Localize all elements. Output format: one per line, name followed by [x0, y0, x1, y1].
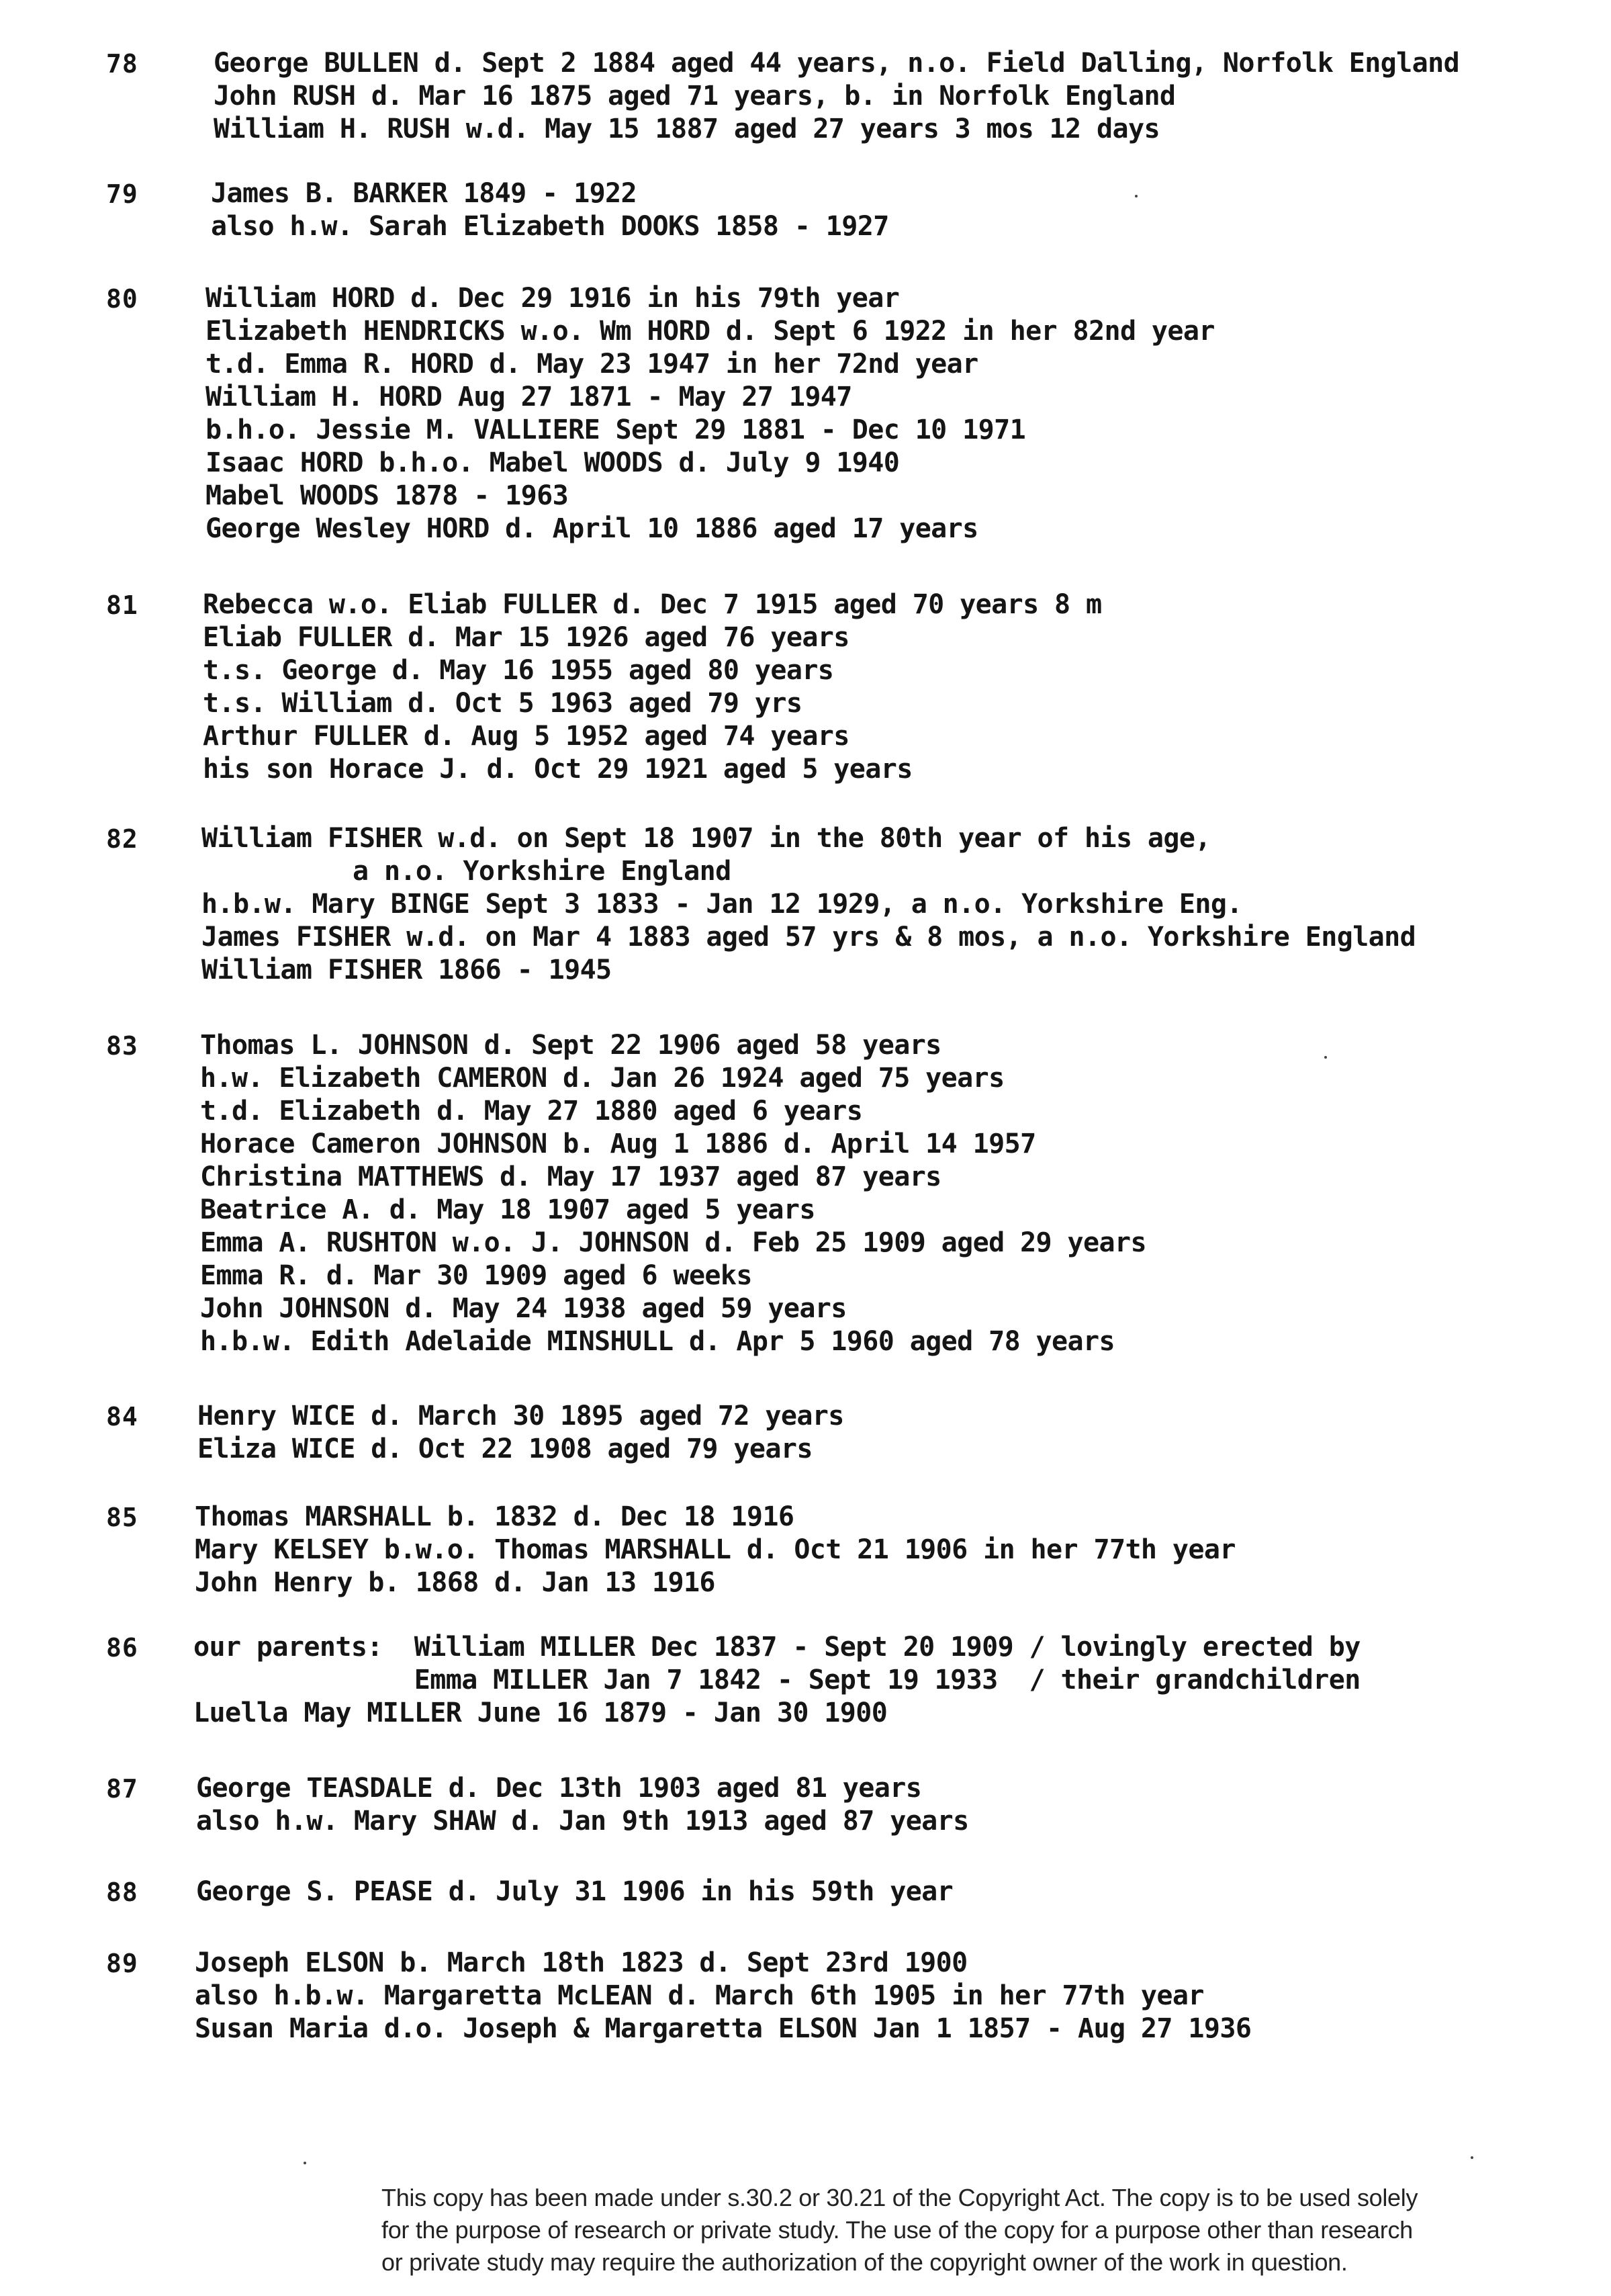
entry-number: 88 — [106, 1878, 138, 1907]
entry-number: 87 — [106, 1774, 138, 1804]
entry-number: 80 — [106, 284, 138, 314]
entry-line: Arthur FULLER d. Aug 5 1952 aged 74 years — [203, 721, 849, 752]
copyright-line: This copy has been made under s.30.2 or 30.21 of the Copyright Act. The copy is to be used solely — [381, 2184, 1418, 2211]
entry-line: William FISHER 1866 - 1945 — [201, 955, 612, 985]
entry-line: George BULLEN d. Sept 2 1884 aged 44 years, n.o. Field Dalling, Norfolk England — [214, 48, 1460, 79]
entry-line: George TEASDALE d. Dec 13th 1903 aged 81 years — [196, 1773, 922, 1804]
entry-line: William FISHER w.d. on Sept 18 1907 in the 80th year of his age, — [201, 823, 1211, 854]
entry-line: William H. HORD Aug 27 1871 - May 27 1947 — [205, 382, 852, 412]
entry-number: 82 — [106, 824, 138, 854]
entry-line: t.s. William d. Oct 5 1963 aged 79 yrs — [203, 688, 802, 719]
entry-line: Beatrice A. d. May 18 1907 aged 5 years — [200, 1194, 815, 1225]
entry-line: James FISHER w.d. on Mar 4 1883 aged 57 yrs & 8 mos, a n.o. Yorkshire England — [201, 922, 1416, 953]
entry-number: 84 — [106, 1402, 138, 1431]
entry-line: Thomas L. JOHNSON d. Sept 22 1906 aged 58 years — [200, 1030, 941, 1061]
entry-line: Isaac HORD b.h.o. Mabel WOODS d. July 9 1940 — [205, 447, 900, 478]
entry-line: John Henry b. 1868 d. Jan 13 1916 — [195, 1567, 715, 1598]
entry-line: Emma R. d. Mar 30 1909 aged 6 weeks — [200, 1260, 752, 1291]
entry-line: also h.b.w. Margaretta McLEAN d. March 6th 1905 in her 77th year — [195, 1980, 1204, 2011]
scan-speck — [1135, 195, 1138, 197]
entry-number: 79 — [106, 179, 138, 209]
entry-line: b.h.o. Jessie M. VALLIERE Sept 29 1881 - Dec 10 1971 — [205, 414, 1026, 445]
entry-line: Mary KELSEY b.w.o. Thomas MARSHALL d. Oct 21 1906 in her 77th year — [195, 1534, 1236, 1565]
entry-line: t.s. George d. May 16 1955 aged 80 years — [203, 655, 834, 686]
entry-line: also h.w. Mary SHAW d. Jan 9th 1913 aged 87 years — [196, 1806, 969, 1837]
entry-number: 83 — [106, 1031, 138, 1061]
entry-line: Emma A. RUSHTON w.o. J. JOHNSON d. Feb 25 1909 aged 29 years — [200, 1227, 1146, 1258]
entry-number: 86 — [106, 1633, 138, 1663]
entry-line: h.b.w. Edith Adelaide MINSHULL d. Apr 5 1960 aged 78 years — [200, 1326, 1115, 1357]
scan-speck — [1324, 1056, 1327, 1059]
entry-line: t.d. Emma R. HORD d. May 23 1947 in her 72nd year — [205, 349, 978, 380]
entry-number: 81 — [106, 590, 138, 620]
entry-line: Emma MILLER Jan 7 1842 - Sept 19 1933 / their grandchildren — [193, 1665, 1361, 1695]
entry-number: 89 — [106, 1949, 138, 1978]
entry-line: Elizabeth HENDRICKS w.o. Wm HORD d. Sept 6 1922 in her 82nd year — [205, 316, 1215, 347]
entry-line: Mabel WOODS 1878 - 1963 — [205, 480, 569, 511]
entry-line: h.w. Elizabeth CAMERON d. Jan 26 1924 aged 75 years — [200, 1063, 1005, 1094]
entry-line: Susan Maria d.o. Joseph & Margaretta ELSON Jan 1 1857 - Aug 27 1936 — [195, 2013, 1252, 2044]
scan-speck — [304, 2162, 306, 2164]
entry-line: his son Horace J. d. Oct 29 1921 aged 5 years — [203, 754, 913, 785]
entry-line: a n.o. Yorkshire England — [353, 856, 731, 887]
entry-line: also h.w. Sarah Elizabeth DOOKS 1858 - 1927 — [211, 211, 889, 242]
entry-line: Joseph ELSON b. March 18th 1823 d. Sept 23rd 1900 — [195, 1947, 968, 1978]
entry-line: h.b.w. Mary BINGE Sept 3 1833 - Jan 12 1929, a n.o. Yorkshire Eng. — [201, 889, 1242, 920]
entry-line: George Wesley HORD d. April 10 1886 aged 17 years — [205, 513, 978, 544]
entry-line: t.d. Elizabeth d. May 27 1880 aged 6 years — [200, 1096, 863, 1127]
entry-line: Thomas MARSHALL b. 1832 d. Dec 18 1916 — [195, 1501, 794, 1532]
copyright-notice — [381, 2182, 1597, 2279]
entry-line: Christina MATTHEWS d. May 17 1937 aged 87 years — [200, 1161, 941, 1192]
entry-line: Rebecca w.o. Eliab FULLER d. Dec 7 1915 aged 70 years 8 m — [203, 589, 1102, 620]
entry-line: George S. PEASE d. July 31 1906 in his 59th year — [196, 1876, 954, 1907]
entry-line: Luella May MILLER June 16 1879 - Jan 30 1900 — [193, 1697, 888, 1728]
entry-line: John RUSH d. Mar 16 1875 aged 71 years, b. in Norfolk England — [214, 81, 1176, 112]
scan-speck — [1471, 2156, 1473, 2159]
entry-line: our parents: William MILLER Dec 1837 - Sept 20 1909 / lovingly erected by — [193, 1632, 1361, 1663]
entry-number: 85 — [106, 1503, 138, 1532]
entry-line: John JOHNSON d. May 24 1938 aged 59 years — [200, 1293, 847, 1324]
entry-line: William HORD d. Dec 29 1916 in his 79th year — [205, 283, 900, 314]
entry-line: Henry WICE d. March 30 1895 aged 72 years — [197, 1401, 844, 1431]
entry-line: Eliab FULLER d. Mar 15 1926 aged 76 years — [203, 622, 849, 653]
entry-line: William H. RUSH w.d. May 15 1887 aged 27 years 3 mos 12 days — [214, 114, 1160, 144]
copyright-line: or private study may require the authorization of the copyright owner of the work in question. — [381, 2248, 1348, 2276]
copyright-line: for the purpose of research or private study. The use of the copy for a purpose other than research — [381, 2216, 1413, 2244]
entry-line: James B. BARKER 1849 - 1922 — [211, 178, 637, 209]
entry-line: Horace Cameron JOHNSON b. Aug 1 1886 d. April 14 1957 — [200, 1129, 1036, 1159]
entry-line: Eliza WICE d. Oct 22 1908 aged 79 years — [197, 1433, 813, 1464]
entry-number: 78 — [106, 49, 138, 79]
